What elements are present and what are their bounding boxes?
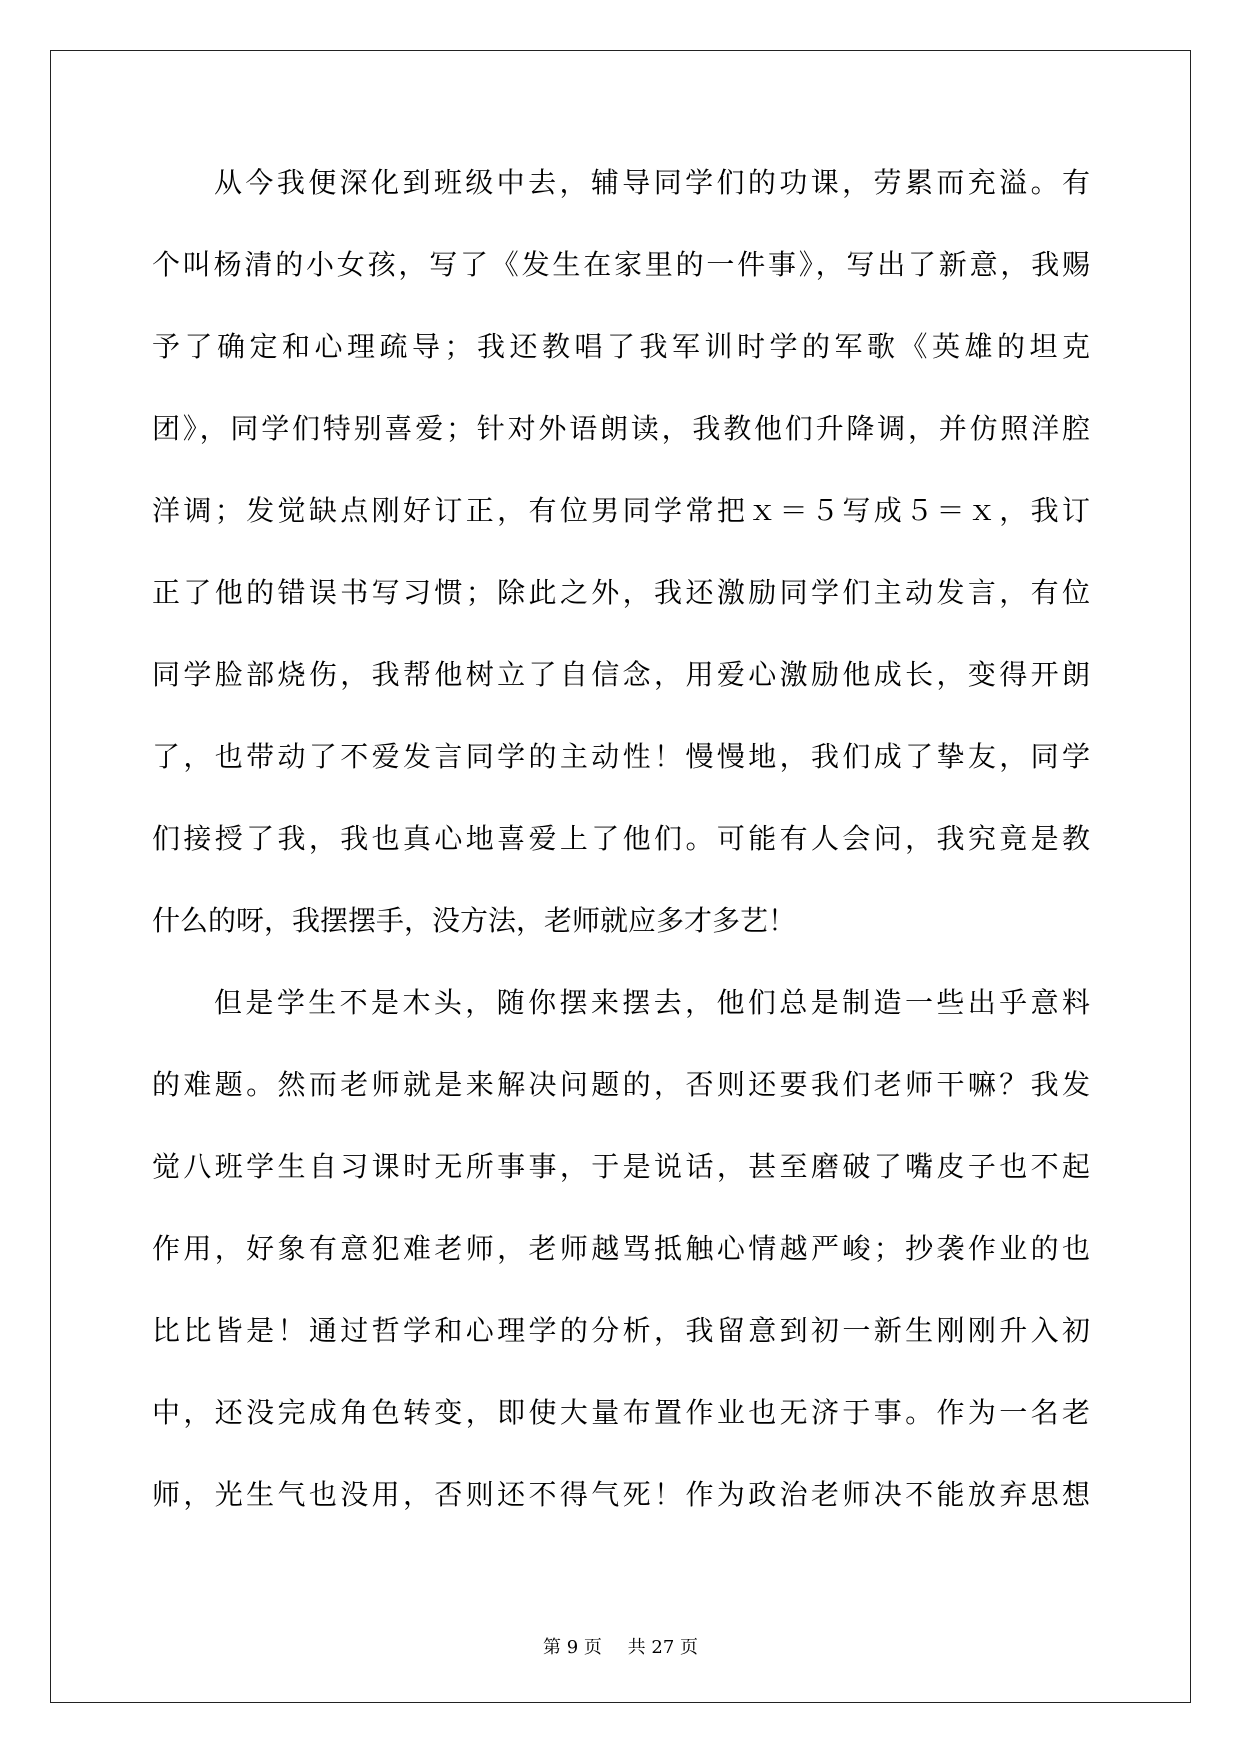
- text-line: 们接授了我，我也真心地喜爱上了他们。可能有人会问，我究竟是教: [152, 822, 1090, 855]
- text-line: 正了他的错误书写习惯；除此之外，我还激励同学们主动发言，有位: [152, 576, 1090, 609]
- text-line: 中，还没完成角色转变，即使大量布置作业也无济于事。作为一名老: [152, 1396, 1090, 1429]
- text-line: 但是学生不是木头，随你摆来摆去，他们总是制造一些出乎意料: [214, 986, 1090, 1019]
- text-line: 的难题。然而老师就是来解决问题的，否则还要我们老师干嘛？我发: [152, 1068, 1090, 1101]
- text-line: 师，光生气也没用，否则还不得气死！作为政治老师决不能放弃思想: [152, 1478, 1090, 1511]
- document-body: [152, 157, 1090, 1551]
- text-line: 从今我便深化到班级中去，辅导同学们的功课，劳累而充溢。有: [214, 166, 1090, 199]
- page-total: 共 27 页: [627, 1637, 698, 1658]
- text-line: 比比皆是！通过哲学和心理学的分析，我留意到初一新生刚刚升入初: [152, 1314, 1090, 1347]
- text-line: 作用，好象有意犯难老师，老师越骂抵触心情越严峻；抄袭作业的也: [152, 1232, 1090, 1265]
- paragraph-1: [152, 157, 1090, 977]
- text-line: 什么的呀，我摆摆手，没方法，老师就应多才多艺！: [152, 904, 797, 937]
- text-line: 洋调；发觉缺点刚好订正，有位男同学常把ｘ＝５写成５＝ｘ，我订: [152, 494, 1090, 527]
- text-line: 予了确定和心理疏导；我还教唱了我军训时学的军歌《英雄的坦克: [152, 330, 1090, 363]
- text-line: 个叫杨清的小女孩，写了《发生在家里的一件事》，写出了新意，我赐: [152, 248, 1090, 281]
- text-line: 团》，同学们特别喜爱；针对外语朗读，我教他们升降调，并仿照洋腔: [152, 412, 1090, 445]
- paragraph-2: [152, 977, 1090, 1551]
- text-line: 了，也带动了不爱发言同学的主动性！慢慢地，我们成了挚友，同学: [152, 740, 1090, 773]
- page-number: 第 9 页: [543, 1637, 602, 1658]
- text-line: 同学脸部烧伤，我帮他树立了自信念，用爱心激励他成长，变得开朗: [152, 658, 1090, 691]
- page-footer: [0, 1636, 1241, 1660]
- text-line: 觉八班学生自习课时无所事事，于是说话，甚至磨破了嘴皮子也不起: [152, 1150, 1090, 1183]
